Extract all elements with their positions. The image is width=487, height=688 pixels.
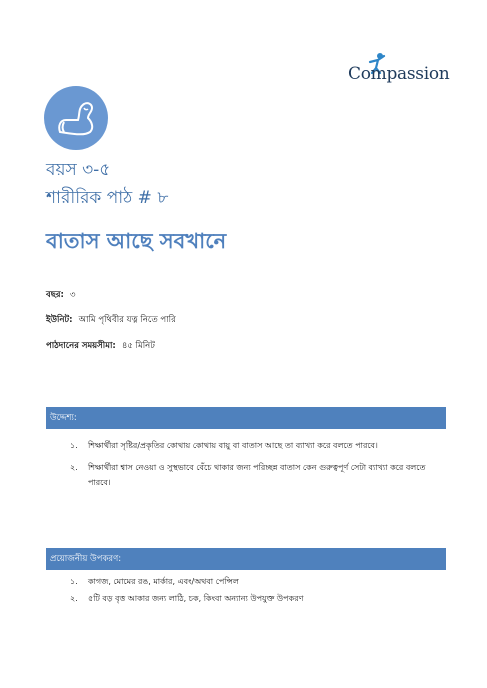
list-item [70, 591, 440, 606]
list-item [70, 460, 440, 490]
meta-unit-value: আমি পৃথিবীর যত্ন নিতে পারি [78, 315, 176, 325]
materials-list [70, 574, 440, 613]
list-item-text: শিক্ষার্থীরা শ্বাস নেওয়া ও সুস্থভাবে বেঁচে থাকার জন্য পরিচ্ছন্ন বাতাস কেন গুরুত্বপূর্ণ সেটা ব্যাখ্যা করে বলতে পারবে। [88, 463, 426, 487]
meta-year-label: বছর: [46, 290, 64, 300]
materials-heading: প্রয়োজনীয় উপকরণ: [46, 548, 446, 570]
meta-year-value: ৩ [69, 290, 76, 300]
objectives-list [70, 438, 440, 497]
list-item-text: শিক্ষার্থীরা সৃষ্টির/প্রকৃতির কোথায় কোথায় বায়ু বা বাতাস আছে তা ব্যাখ্যা করে বলতে পারবে। [88, 441, 378, 450]
list-item-number: ২. [70, 463, 78, 472]
list-item-number: ১. [70, 577, 78, 586]
lesson-number: শারীরিক পাঠ # ৮ [46, 188, 169, 208]
flexed-arm-icon [54, 98, 98, 138]
list-item [70, 574, 440, 589]
objectives-heading: উদ্দেশ্য: [46, 407, 446, 429]
logo-text: Compassion [348, 64, 450, 84]
list-item-number: ১. [70, 441, 78, 450]
meta-duration [46, 339, 155, 353]
meta-unit-label: ইউনিট: [46, 315, 73, 325]
compassion-logo [348, 52, 448, 92]
meta-duration-label: পাঠদানের সময়সীমা: [46, 341, 116, 351]
list-item-text: ৫টি বড় বৃত্ত আকার জন্য লাঠি, চক, কিংবা অন্যান্য উপযুক্ত উপকরণ [88, 594, 304, 603]
list-item-text: কাগজ, মোমের রঙ, মার্কার, এবং/অথবা পেন্সিল [88, 577, 239, 586]
list-item-number: ২. [70, 594, 78, 603]
age-range: বয়স ৩-৫ [46, 160, 111, 180]
list-item [70, 438, 440, 453]
lesson-badge [44, 86, 108, 150]
page-title: বাতাস আছে সবখানে [46, 229, 227, 253]
meta-year [46, 288, 76, 302]
meta-unit [46, 313, 176, 327]
meta-duration-value: ৪৫ মিনিট [121, 341, 155, 351]
